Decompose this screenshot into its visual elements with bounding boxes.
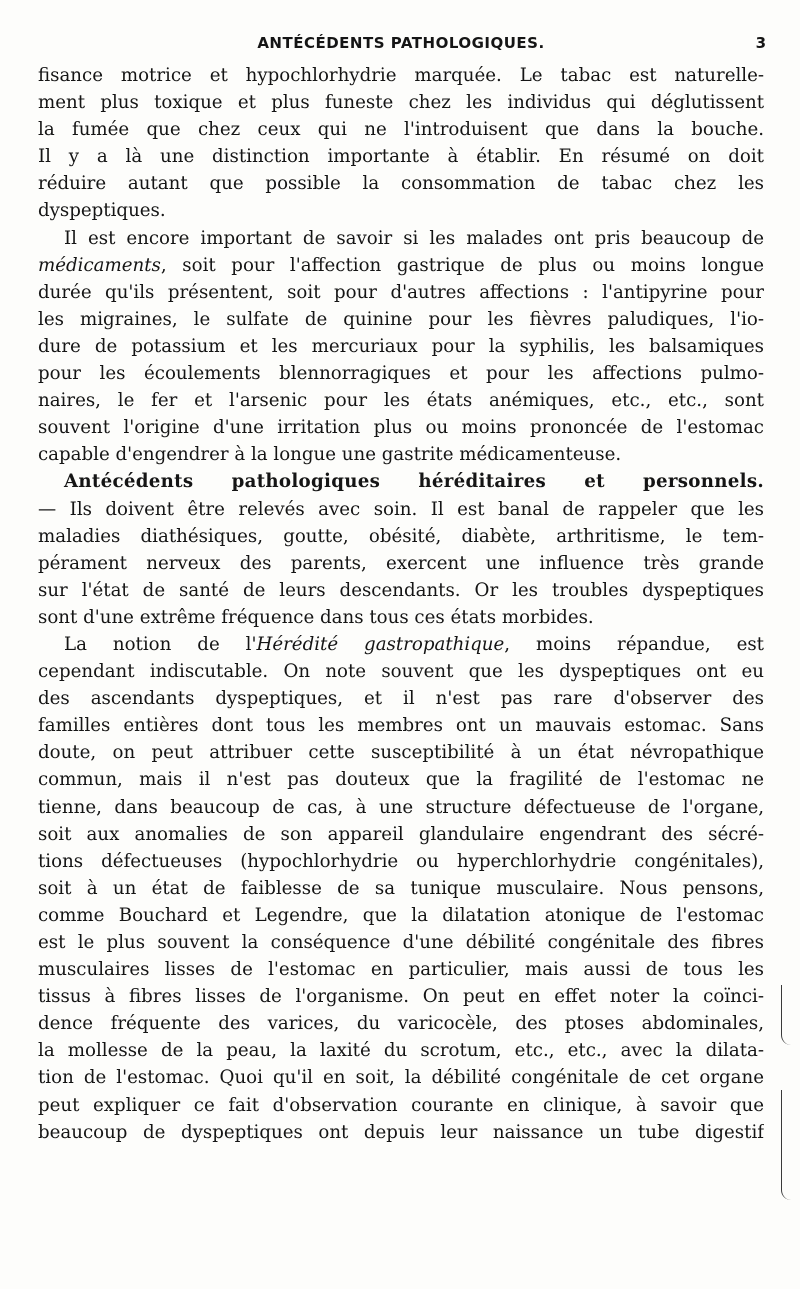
- text-line: cependant indiscutable. On note souvent que les dyspeptiques ont eu: [38, 661, 764, 683]
- margin-pencil-mark: [781, 985, 796, 1045]
- text-line: fisance motrice et hypochlorhydrie marquée. Le tabac est naturelle-: [38, 65, 764, 86]
- text-line: dure de potassium et les mercuriaux pour la syphilis, les balsamiques: [38, 335, 764, 357]
- text-fragment: , moins répandue, est: [504, 633, 764, 655]
- text-line: commun, mais il n'est pas douteux que la fragilité de l'estomac ne: [38, 769, 764, 791]
- page-number: 3: [755, 34, 766, 52]
- text-line: familles entières dont tous les membres ont un mauvais estomac. Sans: [38, 715, 764, 737]
- text-line: la fumée que chez ceux qui ne l'introduisent que dans la bouche.: [38, 119, 764, 141]
- text-line: soit aux anomalies de son appareil glandulaire engendrant des sécré-: [38, 823, 764, 845]
- running-title: ANTÉCÉDENTS PATHOLOGIQUES.: [257, 34, 545, 52]
- text-line: maladies diathésiques, goutte, obésité, diabète, arthritisme, le tem-: [38, 525, 764, 547]
- text-line-with-emphasis: [38, 631, 764, 658]
- text-line: tion de l'estomac. Quoi qu'il en soit, la débilité congénitale de cet organe: [38, 1067, 764, 1089]
- text-line: la mollesse de la peau, la laxité du scrotum, etc., etc., avec la dilata-: [38, 1040, 764, 1062]
- text-line: dyspeptiques.: [38, 200, 166, 222]
- text-line: pour les écoulements blennorragiques et pour les affections pulmo-: [38, 363, 764, 385]
- text-line: soit à un état de faiblesse de sa tunique musculaire. Nous pensons,: [38, 877, 764, 899]
- text-line: tions défectueuses (hypochlorhydrie ou hyperchlorhydrie congénitales),: [38, 850, 764, 872]
- text-line: sont d'une extrême fréquence dans tous ces états morbides.: [38, 606, 594, 628]
- text-line: peut expliquer ce fait d'observation courante en clinique, à savoir que: [38, 1094, 764, 1116]
- text-line-with-emphasis: [38, 252, 764, 279]
- text-line: Il est encore important de savoir si les malades ont pris beaucoup de: [64, 227, 764, 249]
- text-line: est le plus souvent la conséquence d'une débilité congénitale des fibres: [38, 932, 764, 953]
- text-line: beaucoup de dyspeptiques ont depuis leur naissance un tube digestif: [38, 1121, 764, 1143]
- text-line: les migraines, le sulfate de quinine pour les fièvres paludiques, l'io-: [38, 308, 764, 330]
- text-line: tienne, dans beaucoup de cas, à une structure défectueuse de l'organe,: [38, 796, 764, 818]
- text-line: durée qu'ils présentent, soit pour d'autres affections : l'antipyrine pour: [38, 281, 764, 303]
- section-heading: Antécédents pathologiques héréditaires et personnels.: [64, 471, 764, 493]
- text-line: — Ils doivent être relevés avec soin. Il est banal de rappeler que les: [38, 498, 764, 520]
- text-line: dence fréquente des varices, du varicocèle, des ptoses abdominales,: [38, 1013, 764, 1035]
- body-text: [38, 62, 764, 1146]
- text-line: des ascendants dyspeptiques, et il n'est pas rare d'observer des: [38, 688, 764, 710]
- margin-pencil-mark: [781, 1090, 796, 1200]
- text-line: réduire autant que possible la consommation de tabac chez les: [38, 173, 764, 195]
- text-fragment: La notion de l': [64, 633, 257, 655]
- text-line: musculaires lisses de l'estomac en particulier, mais aussi de tous les: [38, 959, 764, 981]
- text-fragment: , soit pour l'affection gastrique de plus ou moins longue: [160, 254, 764, 276]
- running-header: [36, 34, 766, 56]
- text-line: comme Bouchard et Legendre, que la dilatation atonique de l'estomac: [38, 904, 764, 926]
- emphasis-medicaments: médicaments: [38, 254, 161, 276]
- text-line: Il y a là une distinction importante à établir. En résumé on doit: [38, 146, 764, 168]
- text-line: sur l'état de santé de leurs descendants. Or les troubles dyspeptiques: [38, 579, 764, 601]
- text-line: capable d'engendrer à la longue une gastrite médicamenteuse.: [38, 444, 622, 466]
- text-line: naires, le fer et l'arsenic pour les états anémiques, etc., etc., sont: [38, 390, 764, 412]
- text-line: pérament nerveux des parents, exercent une influence très grande: [38, 552, 764, 574]
- text-line: souvent l'origine d'une irritation plus ou moins prononcée de l'estomac: [38, 417, 764, 439]
- emphasis-heredite: Hérédité gastropathique: [256, 633, 505, 655]
- text-line: tissus à fibres lisses de l'organisme. On peut en effet noter la coïnci-: [38, 986, 764, 1008]
- text-line: ment plus toxique et plus funeste chez les individus qui déglutissent: [38, 92, 764, 114]
- text-line: doute, on peut attribuer cette susceptibilité à un état névropathique: [38, 742, 764, 764]
